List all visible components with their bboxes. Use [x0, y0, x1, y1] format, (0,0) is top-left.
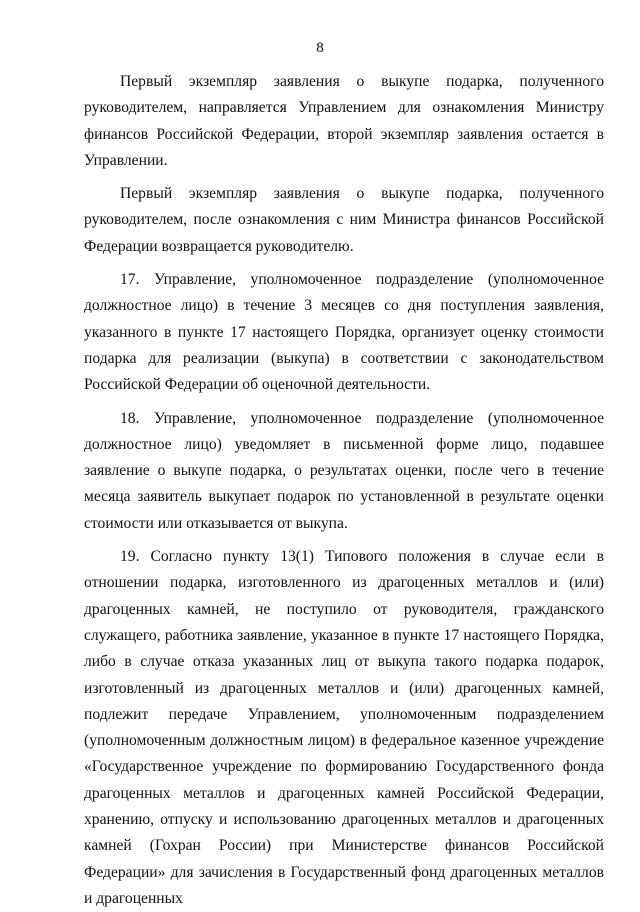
paragraph-spacer [84, 537, 604, 544]
paragraph-spacer [84, 399, 604, 406]
paragraph-first-copy-minister: Первый экземпляр заявления о выкупе подарка, полученного руководителем, направляется Управлением для ознакомления Министру финансов Российской Федерации, второй экземпляр заявления остается в Управлении. [84, 73, 604, 169]
page-number: 8 [316, 40, 324, 56]
paragraph-item-17: 17. Управление, уполномоченное подразделение (уполномоченное должностное лицо) в течение 3 месяцев со дня поступления заявления, указанного в пункте 17 настоящего Порядка, организует оценку стоимости подарка для реализации (выкупа) в соответствии с законодательством Российской Федерации об оценочной деятельности. [84, 271, 604, 394]
paragraph-first-copy-returned: Первый экземпляр заявления о выкупе подарка, полученного руководителем, после ознакомления с ним Министра финансов Российской Федерации возвращается руководителю. [84, 185, 604, 255]
paragraph-item-18: 18. Управление, уполномоченное подразделение (уполномоченное должностное лицо) уведомляет в письменной форме лицо, подавшее заявление о выкупе подарка, о результатах оценки, после чего в течение месяца заявитель выкупает подарок по установленной в результате оценки стоимости или отказывается от выкупа. [84, 409, 604, 532]
document-body [84, 69, 604, 912]
paragraph-spacer [84, 174, 604, 181]
paragraph-item-19: 19. Согласно пункту 13(1) Типового положения в случае если в отношении подарка, изготовленного из драгоценных металлов и (или) драгоценных камней, не поступило от руководителя, гражданского служащего, работника заявление, указанное в пункте 17 настоящего Порядка, либо в случае отказа указанных лиц от выкупа такого подарка подарок, изготовленный из драгоценных металлов и (или) драгоценных камней, подлежит передаче Управлением, уполномоченным подразделением (уполномоченным должностным лицом) в федеральное казенное учреждение «Государственное учреждение по формированию Государственного фонда драгоценных металлов и драгоценных камней Российской Федерации, хранению, отпуску и использованию драгоценных металлов и драгоценных камней (Гохран России) при Министерстве финансов Российской Федерации» для зачисления в Государственный фонд драгоценных металлов и драгоценных [84, 548, 604, 907]
paragraph-spacer [84, 260, 604, 267]
